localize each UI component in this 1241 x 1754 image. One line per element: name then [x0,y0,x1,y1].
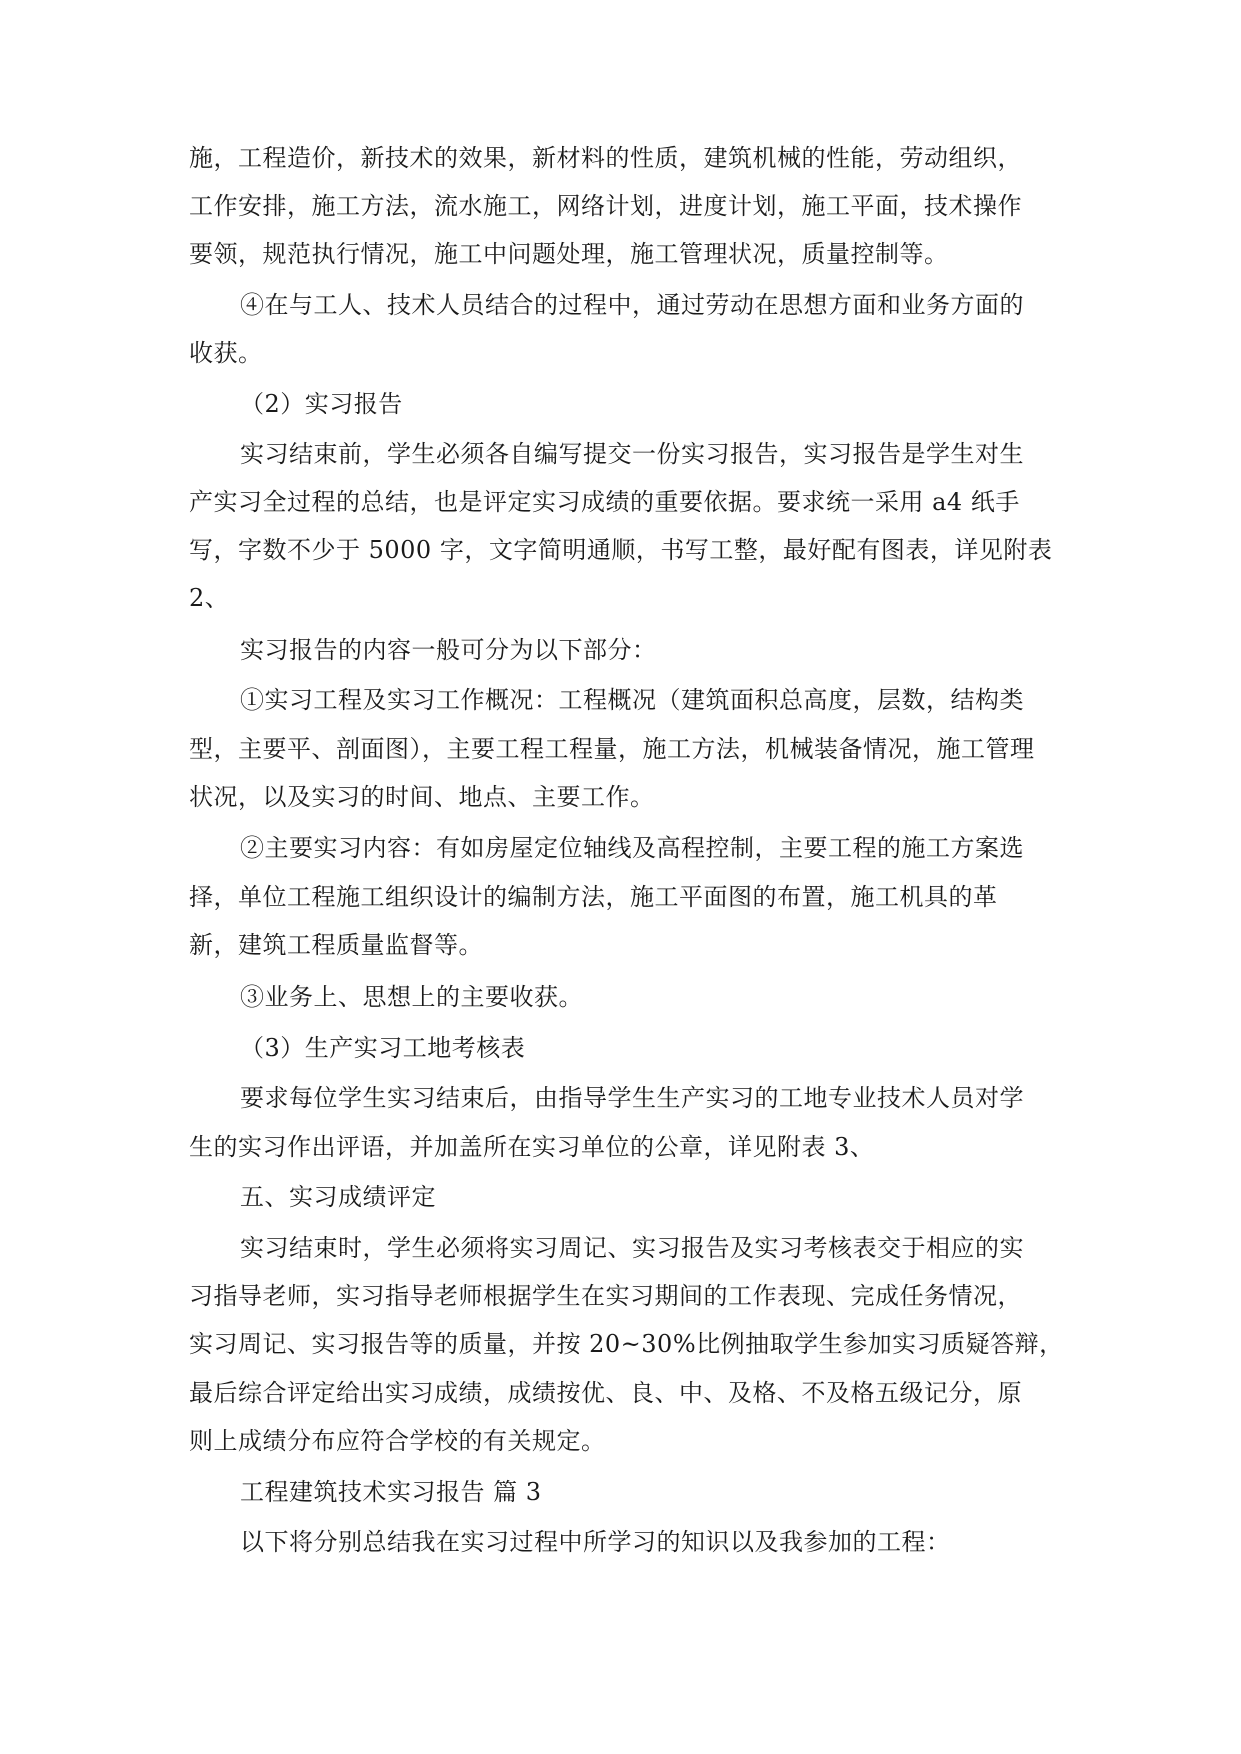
text-line: 则上成绩分布应符合学校的有关规定。 [189,1427,606,1455]
text-line: 写，字数不少于 5000 字，文字简明通顺，书写工整，最好配有图表，详见附表 [189,536,1053,564]
text-line: 习指导老师，实习指导老师根据学生在实习期间的工作表现、完成任务情况， [189,1282,1022,1310]
text-line: 以下将分别总结我在实习过程中所学习的知识以及我参加的工程： [240,1528,951,1556]
text-line: 状况，以及实习的时间、地点、主要工作。 [189,783,655,811]
text-line: 要领，规范执行情况，施工中问题处理，施工管理状况，质量控制等。 [189,240,949,268]
text-line: 生的实习作出评语，并加盖所在实习单位的公章，详见附表 3、 [189,1133,875,1161]
text-line: ②主要实习内容：有如房屋定位轴线及高程控制，主要工程的施工方案选 [240,834,1024,862]
section-heading: （3）生产实习工地考核表 [240,1034,526,1062]
text-line: 实习报告的内容一般可分为以下部分： [240,636,657,664]
text-line: 产实习全过程的总结，也是评定实习成绩的重要依据。要求统一采用 a4 纸手 [189,488,1020,516]
section-heading: 五、实习成绩评定 [240,1183,436,1211]
text-line: 2、 [189,584,230,612]
text-line: ③业务上、思想上的主要收获。 [240,983,583,1011]
text-line: 实习结束时，学生必须将实习周记、实习报告及实习考核表交于相应的实 [240,1234,1024,1262]
text-line: 型，主要平、剖面图），主要工程工程量，施工方法，机械装备情况，施工管理 [189,735,1035,763]
text-line: ④在与工人、技术人员结合的过程中，通过劳动在思想方面和业务方面的 [240,291,1024,319]
text-line: 实习周记、实习报告等的质量，并按 20~30%比例抽取学生参加实习质疑答辩， [189,1330,1064,1358]
text-line: 实习结束前，学生必须各自编写提交一份实习报告，实习报告是学生对生 [240,440,1024,468]
text-line: 最后综合评定给出实习成绩，成绩按优、良、中、及格、不及格五级记分，原 [189,1379,1022,1407]
text-line: 施，工程造价，新技术的效果，新材料的性质，建筑机械的性能，劳动组织， [189,144,1022,172]
text-line: 要求每位学生实习结束后，由指导学生生产实习的工地专业技术人员对学 [240,1084,1024,1112]
text-line: 工作安排，施工方法，流水施工，网络计划，进度计划，施工平面，技术操作 [189,192,1022,220]
text-line: 收获。 [189,339,263,367]
text-line: 新，建筑工程质量监督等。 [189,931,483,959]
section-heading: 工程建筑技术实习报告 篇 3 [240,1478,542,1506]
text-line: ①实习工程及实习工作概况：工程概况（建筑面积总高度，层数，结构类 [240,686,1024,714]
text-line: 择，单位工程施工组织设计的编制方法，施工平面图的布置，施工机具的革 [189,883,998,911]
section-heading: （2）实习报告 [240,390,403,418]
